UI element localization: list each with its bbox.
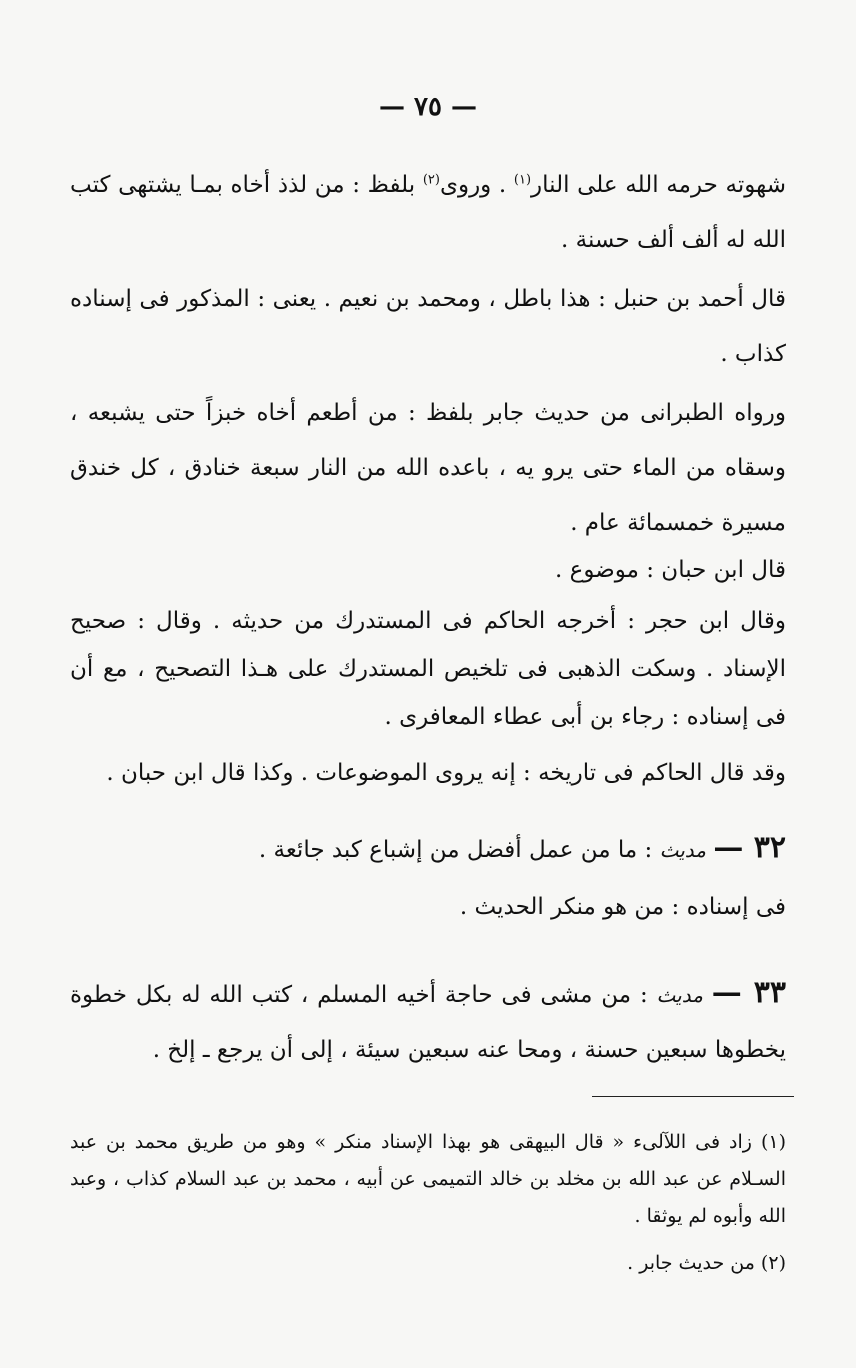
paragraph-3: ورواه الطبرانى من حديث جابر بلفظ : من أطعم أخاه خبزاً حتى يشبعه ، وسقاه من الماء حتى يرو يه ، باعده الله من النار سبعة خنادق ، كل خندق مسيرة خمسمائة عام .: [70, 400, 786, 536]
hadith-32: [70, 820, 786, 878]
hadith-33-number: ٣٣ —: [711, 975, 787, 1010]
paragraph-5: وقال ابن حجر : أخرجه الحاكم فى المستدرك من حديثه . وقال : صحيح الإسناد . وسكت الذهبى فى تلخيص المستدرك على هـذا التصحيح ، مع أن فى إسناده : رجاء بن أبى عطاء المعافرى .: [70, 608, 786, 730]
hadith-32-number: ٣٢ —: [713, 830, 786, 865]
hadith-33-text: : من مشى فى حاجة أخيه المسلم ، كتب الله له بكل خطوة يخطوها سبعين حسنة ، ومحا عنه سبعين سيئة ، إلى أن يرجع ـ إلخ .: [70, 982, 786, 1063]
paragraph-1: [70, 158, 786, 268]
footnote-1: (١) زاد فى اللآلىء « قال البيهقى هو بهذا الإسناد منكر » وهو من طريق محمد بن عبد السـلام عن عبد الله بن مخلد بن خالد التميمى عن أبيه ، محمد بن عبد السلام كذاب ، وعبد الله وأبوه لم يوثقا .: [70, 1131, 786, 1227]
footnote-2: (٢) من حديث جابر .: [627, 1252, 786, 1274]
hadith-33-label: مديث: [656, 983, 703, 1007]
hadith-33: [70, 965, 786, 1078]
footnote-ref-1[interactable]: (١): [513, 172, 532, 188]
p1-text-b: . وروى: [439, 172, 514, 198]
p1-text-a: شهوته حرمه الله على النار: [531, 172, 786, 198]
p1-text-c: بلفظ : من لذذ أخاه بمـا يشتهى كتب الله له ألف ألف حسنة .: [70, 172, 786, 253]
paragraph-4: قال ابن حبان : موضوع .: [554, 557, 786, 583]
paragraph-6: وقد قال الحاكم فى تاريخه : إنه يروى الموضوعات . وكذا قال ابن حبان .: [106, 760, 786, 786]
hadith-32-label: مديث: [659, 838, 706, 862]
footnote-ref-2[interactable]: (٢): [422, 172, 440, 188]
hadith-32-note: فى إسناده : من هو منكر الحديث .: [459, 894, 786, 920]
hadith-32-text: : ما من عمل أفضل من إشباع كبد جائعة .: [258, 837, 660, 863]
page-number: — ٧٥ —: [378, 92, 478, 122]
footnote-separator: [592, 1096, 794, 1097]
paragraph-2: قال أحمد بن حنبل : هذا باطل ، ومحمد بن نعيم . يعنى : المذكور فى إسناده كذاب .: [70, 286, 786, 367]
